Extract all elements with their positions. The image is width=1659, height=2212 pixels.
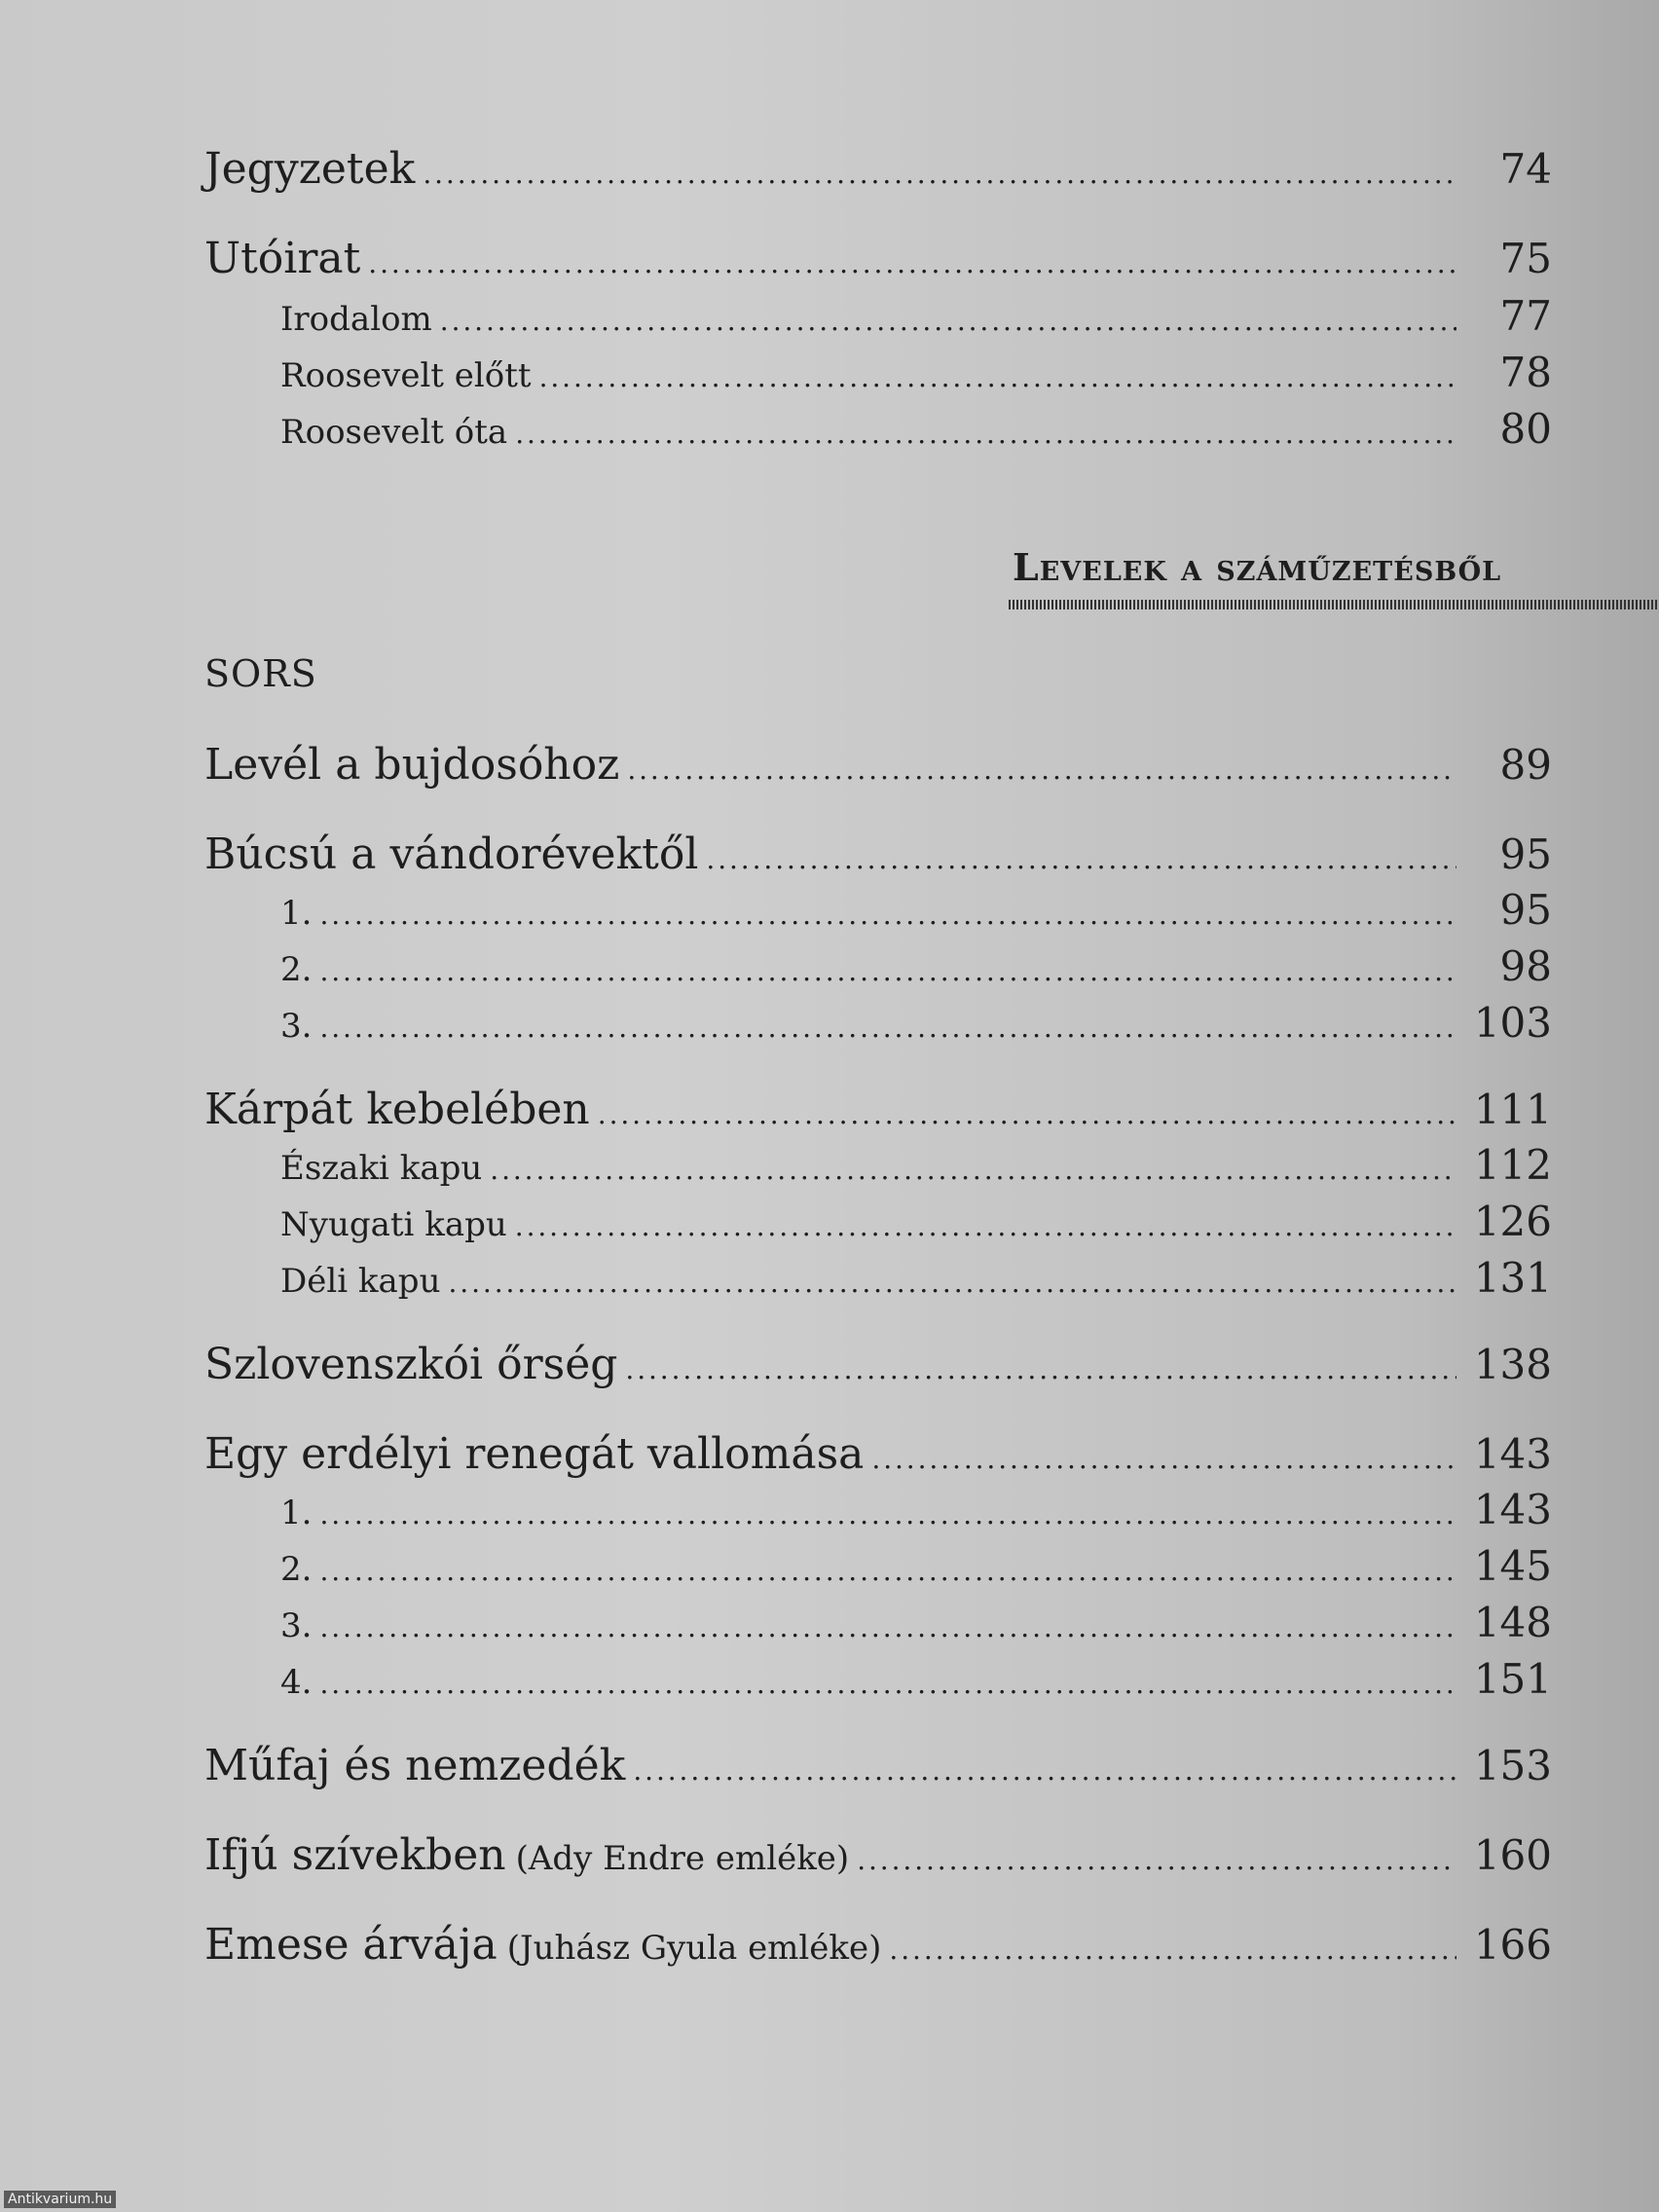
toc-page-number: 75 (1499, 235, 1552, 282)
toc-entry-title: 3. (280, 1007, 313, 1046)
toc-page-number: 78 (1499, 349, 1552, 396)
dot-leader (319, 899, 1456, 931)
toc-entry-title: 1. (280, 894, 313, 933)
toc-entry-title: 1. (280, 1493, 313, 1532)
toc-page-number: 112 (1473, 1141, 1552, 1189)
toc-subentry (280, 292, 1552, 340)
section-heading: Levelek a száműzetésből (1013, 545, 1502, 589)
toc-page-number: 126 (1473, 1198, 1552, 1245)
toc-entry-title: Déli kapu (280, 1262, 441, 1301)
toc-page-number: 95 (1499, 830, 1552, 878)
dot-leader (319, 1668, 1456, 1700)
toc-subentry (280, 349, 1552, 396)
dot-leader (598, 1098, 1456, 1130)
toc-subentry (280, 1198, 1552, 1245)
toc-page-number: 89 (1499, 741, 1552, 789)
dot-leader (857, 1844, 1456, 1876)
toc-entry-title: Búcsú a vándorévektől (204, 830, 699, 879)
toc-subentry (280, 1599, 1552, 1646)
dot-leader (515, 1210, 1456, 1242)
dot-leader (440, 305, 1456, 337)
toc-entry (204, 1429, 1552, 1479)
toc-entry-title: Műfaj és nemzedék (204, 1741, 626, 1790)
toc-page-number: 98 (1499, 942, 1552, 990)
toc-entry-title: 2. (280, 950, 313, 989)
toc-entry-title: Roosevelt óta (280, 413, 508, 452)
watermark: Antikvarium.hu (4, 2191, 116, 2208)
toc-entry (204, 1741, 1552, 1790)
dot-leader (448, 1267, 1456, 1299)
dot-leader (423, 158, 1456, 190)
toc-entry-title: Északi kapu (280, 1149, 483, 1188)
dot-leader (539, 361, 1456, 393)
dot-leader (490, 1154, 1456, 1186)
toc-page-number: 80 (1499, 405, 1552, 453)
toc-subentry (280, 1141, 1552, 1189)
toc-page-number: 95 (1499, 886, 1552, 934)
dot-leader (706, 843, 1456, 875)
toc-page-number: 131 (1473, 1254, 1552, 1302)
toc-page-number: 153 (1473, 1742, 1552, 1789)
toc-entry-title: Roosevelt előtt (280, 356, 532, 395)
toc-subentry (280, 1254, 1552, 1302)
toc-entry-title: Jegyzetek (204, 144, 416, 194)
toc-subentry (280, 1542, 1552, 1590)
toc-entry-note: (Juhász Gyula emléke) (506, 1929, 882, 1968)
toc-entry (204, 1830, 1552, 1880)
dot-leader (633, 1754, 1456, 1787)
toc-page-number: 143 (1473, 1486, 1552, 1533)
toc-entry-title: Kárpát kebelében (204, 1085, 590, 1134)
toc-entry-note: (Ady Endre emléke) (515, 1839, 850, 1878)
toc-page-number: 77 (1499, 292, 1552, 340)
toc-page-number: 74 (1499, 145, 1552, 193)
toc-entry-title: Nyugati kapu (280, 1205, 507, 1244)
toc-subentry (280, 999, 1552, 1047)
dot-leader (625, 1353, 1456, 1385)
toc-entry (204, 144, 1552, 194)
dot-leader (319, 1555, 1456, 1587)
toc-page-number: 111 (1473, 1086, 1552, 1133)
toc-entry (204, 234, 1552, 283)
toc-subentry (280, 1486, 1552, 1533)
toc-entry (204, 1340, 1552, 1389)
toc-page-number: 143 (1473, 1430, 1552, 1478)
toc-page-number: 148 (1473, 1599, 1552, 1646)
toc-entry-title: Szlovenszkói őrség (204, 1340, 618, 1389)
toc-entry-title: Levél a bujdosóhoz (204, 740, 620, 790)
section-label: SORS (204, 652, 317, 695)
dot-leader (368, 247, 1456, 279)
toc-page-number: 151 (1473, 1655, 1552, 1703)
toc-page-number: 160 (1473, 1831, 1552, 1879)
toc-entry-title: Utóirat (204, 234, 361, 283)
toc-subentry (280, 405, 1552, 453)
dot-leader (871, 1443, 1456, 1475)
dot-leader (319, 955, 1456, 987)
toc-page-number: 145 (1473, 1542, 1552, 1590)
toc-page-number: 103 (1473, 999, 1552, 1047)
toc-entry-title: Emese árvája (204, 1920, 498, 1970)
dot-leader (889, 1934, 1456, 1966)
section-rule (1009, 600, 1659, 609)
toc-subentry (280, 1655, 1552, 1703)
toc-entry-title: 3. (280, 1606, 313, 1645)
dot-leader (319, 1611, 1456, 1643)
toc-entry (204, 830, 1552, 879)
toc-entry-title: Ifjú szívekben (204, 1830, 506, 1880)
toc-entry (204, 1085, 1552, 1134)
toc-entry-title: 2. (280, 1550, 313, 1589)
toc-entry-title: Irodalom (280, 300, 432, 339)
dot-leader (627, 754, 1456, 786)
toc-entry-title: Egy erdélyi renegát vallomása (204, 1429, 865, 1479)
toc-entry (204, 1920, 1552, 1970)
toc-subentry (280, 942, 1552, 990)
dot-leader (515, 418, 1456, 450)
toc-page-number: 138 (1473, 1341, 1552, 1388)
toc-entry-title: 4. (280, 1663, 313, 1702)
toc-entry (204, 740, 1552, 790)
dot-leader (319, 1012, 1456, 1044)
dot-leader (319, 1498, 1456, 1530)
toc-page-number: 166 (1473, 1921, 1552, 1969)
toc-subentry (280, 886, 1552, 934)
